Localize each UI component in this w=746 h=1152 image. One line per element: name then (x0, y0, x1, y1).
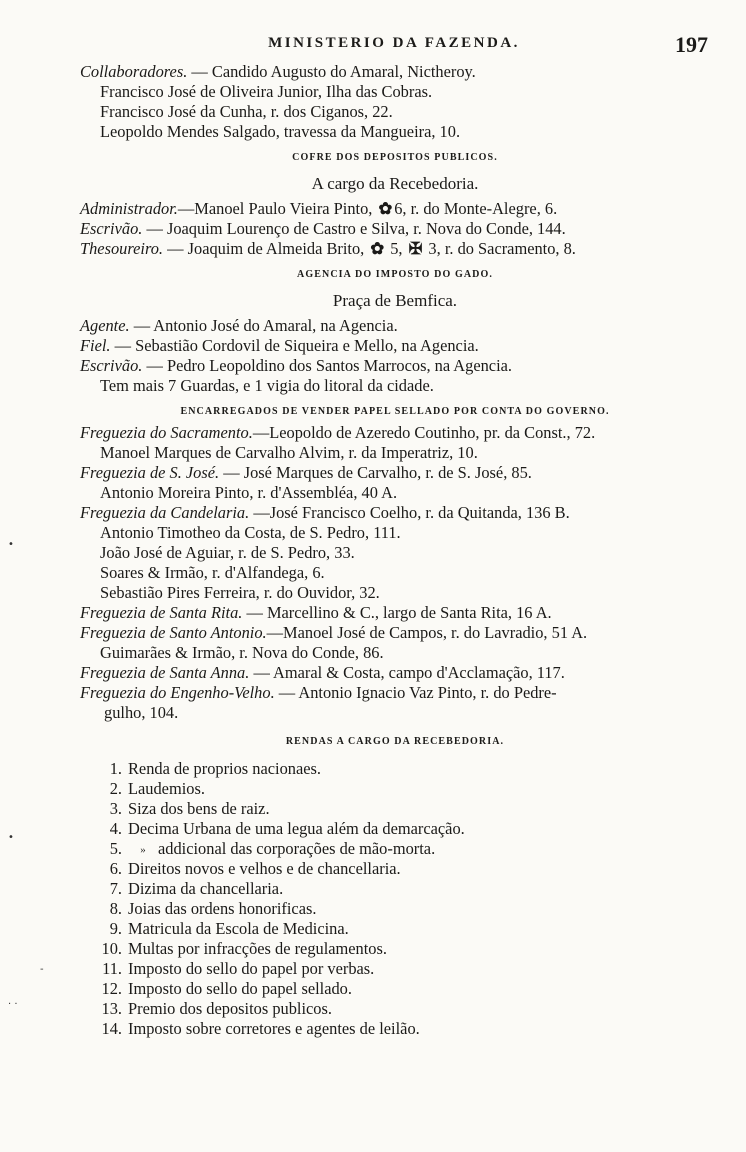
vendor-line: Sebastião Pires Ferreira, r. do Ouvidor, 32. (100, 583, 380, 602)
list-item (80, 839, 710, 859)
section-heading-cofre: COFRE DOS DEPOSITOS PUBLICOS. (292, 152, 498, 163)
administrador-entry (80, 199, 710, 219)
agencia-note: Tem mais 7 Guardas, e 1 vigia do litoral da cidade. (100, 376, 434, 395)
margin-speck: • (8, 539, 14, 550)
item-text: Decima Urbana de uma legua além da demarcação. (128, 819, 465, 838)
item-text: Siza dos bens de raiz. (128, 799, 270, 818)
item-number: 3. (109, 799, 122, 818)
escrivao-agencia-entry (80, 356, 710, 376)
collaboradores-entry (80, 62, 710, 82)
freguezia-entry (80, 463, 710, 483)
entry-text: — Joaquim de Almeida Brito, (163, 239, 369, 258)
rose-order-icon: ✿ (370, 239, 385, 258)
freguezia-entry (80, 423, 710, 443)
freguezia-entry (80, 663, 710, 683)
list-item (80, 899, 710, 919)
parish-label: Freguezia de Santa Anna. (80, 663, 250, 682)
entry-text: 5, (386, 239, 407, 258)
parish-label: Freguezia de Santo Antonio. (80, 623, 267, 642)
collaborator-line: Leopoldo Mendes Salgado, travessa da Mangueira, 10. (100, 122, 461, 141)
agente-entry (80, 316, 710, 336)
role-label: Fiel. (80, 336, 111, 355)
item-text: Joias das ordens honorificas. (128, 899, 317, 918)
entry-text: — Antonio Ignacio Vaz Pinto, r. do Pedre- (274, 683, 557, 702)
margin-speck: · · (8, 999, 18, 1010)
item-number: 14. (101, 1019, 122, 1038)
parish-label: Freguezia de S. José. (80, 463, 220, 482)
entry-text: —Manoel José de Campos, r. do Lavradio, 51 A. (266, 623, 588, 642)
parish-label: Freguezia de Santa Rita. (80, 603, 243, 622)
margin-speck: - (40, 964, 44, 975)
vendor-line: Guimarães & Irmão, r. Nova do Conde, 86. (100, 643, 384, 662)
item-text: Imposto do sello do papel sellado. (128, 979, 352, 998)
entry-text: — Marcellino & C., largo de Santa Rita, 16 A. (242, 603, 552, 622)
vendor-line: Antonio Moreira Pinto, r. d'Assembléa, 40 A. (100, 483, 398, 502)
section-heading-agencia: AGENCIA DO IMPOSTO DO GADO. (297, 269, 493, 280)
item-number: 7. (109, 879, 122, 898)
item-number: 4. (109, 819, 122, 838)
item-text: Imposto sobre corretores e agentes de leilão. (128, 1019, 420, 1038)
list-item (80, 799, 710, 819)
list-item (80, 779, 710, 799)
escrivao-entry (80, 219, 710, 239)
list-item (80, 999, 710, 1019)
running-title: MINISTERIO DA FAZENDA. (268, 35, 520, 51)
page-header (80, 30, 708, 64)
freguezia-entry (80, 603, 710, 623)
thesoureiro-entry (80, 239, 710, 259)
rose-order-icon: ✿ (378, 199, 393, 218)
item-number: 13. (101, 999, 122, 1018)
freguezia-entry (80, 683, 710, 703)
collaborator-line: Francisco José da Cunha, r. dos Ciganos, 22. (100, 102, 393, 121)
item-number: 5. (109, 839, 122, 858)
item-number: 8. (109, 899, 122, 918)
cross-order-icon: ✠ (408, 239, 423, 258)
item-text: addicional das corporações de mão-morta. (158, 839, 436, 858)
entry-text: — Amaral & Costa, campo d'Acclamação, 117. (249, 663, 565, 682)
item-number: 2. (109, 779, 122, 798)
item-number: 11. (102, 959, 122, 978)
list-item (80, 759, 710, 779)
collaborator-line: Francisco José de Oliveira Junior, Ilha das Cobras. (100, 82, 433, 101)
item-text: Direitos novos e velhos e de chancellaria. (128, 859, 401, 878)
item-number: 12. (101, 979, 122, 998)
fiel-entry (80, 336, 710, 356)
item-text: Dizima da chancellaria. (128, 879, 284, 898)
section-subheading-agencia: Praça de Bemfica. (332, 291, 458, 310)
vendor-line: Manoel Marques de Carvalho Alvim, r. da Imperatriz, 10. (100, 443, 478, 462)
freguezia-entry (80, 503, 710, 523)
item-text: Matricula da Escola de Medicina. (128, 919, 349, 938)
item-text: Laudemios. (128, 779, 205, 798)
role-label: Collaboradores. (80, 62, 188, 81)
vendor-line: João José de Aguiar, r. de S. Pedro, 33. (100, 543, 355, 562)
entry-text: 3, r. do Sacramento, 8. (424, 239, 576, 258)
page-content (80, 62, 710, 1039)
ditto-mark: » (140, 844, 146, 857)
entry-text: — Candido Augusto do Amaral, Nictheroy. (187, 62, 476, 81)
list-item (80, 1019, 710, 1039)
role-label: Administrador. (80, 199, 178, 218)
entry-text: — Sebastião Cordovil de Siqueira e Mello, na Agencia. (110, 336, 479, 355)
entry-text: 6, r. do Monte-Alegre, 6. (394, 199, 558, 218)
section-heading-rendas: RENDAS A CARGO DA RECEBEDORIA. (285, 736, 505, 747)
entry-text: — Antonio José do Amaral, na Agencia. (129, 316, 398, 335)
item-text: Renda de proprios nacionaes. (128, 759, 321, 778)
item-number: 9. (109, 919, 122, 938)
list-item (80, 859, 710, 879)
role-label: Thesoureiro. (80, 239, 164, 258)
list-item (80, 979, 710, 999)
parish-label: Freguezia do Sacramento. (80, 423, 253, 442)
entry-text: —Manoel Paulo Vieira Pinto, (177, 199, 377, 218)
list-item (80, 919, 710, 939)
item-number: 1. (109, 759, 122, 778)
item-number: 6. (109, 859, 122, 878)
item-number: 10. (101, 939, 122, 958)
item-text: Premio dos depositos publicos. (128, 999, 332, 1018)
vendor-line: Soares & Irmão, r. d'Alfandega, 6. (100, 563, 325, 582)
section-subheading-cofre: A cargo da Recebedoria. (311, 174, 479, 193)
rendas-list (80, 759, 710, 1039)
vendor-line: Antonio Timotheo da Costa, de S. Pedro, 111. (100, 523, 401, 542)
entry-text: —Leopoldo de Azeredo Coutinho, pr. da Const., 72. (252, 423, 596, 442)
parish-label: Freguezia do Engenho-Velho. (80, 683, 275, 702)
page-number: 197 (675, 32, 708, 57)
section-heading-encarregados: ENCARREGADOS DE VENDER PAPEL SELLADO POR CONTA DO GOVERNO. (180, 406, 610, 417)
entry-text: — José Marques de Carvalho, r. de S. José, 85. (219, 463, 532, 482)
item-text: Multas por infracções de regulamentos. (128, 939, 387, 958)
item-text: Imposto do sello do papel por verbas. (128, 959, 375, 978)
margin-speck: • (8, 832, 14, 843)
entry-text: —José Francisco Coelho, r. da Quitanda, 136 B. (249, 503, 570, 522)
role-label: Escrivão. (80, 356, 143, 375)
list-item (80, 959, 710, 979)
role-label: Agente. (80, 316, 130, 335)
entry-text: — Joaquim Lourenço de Castro e Silva, r. Nova do Conde, 144. (142, 219, 566, 238)
role-label: Escrivão. (80, 219, 143, 238)
list-item (80, 819, 710, 839)
vendor-line: gulho, 104. (104, 703, 179, 722)
entry-text: — Pedro Leopoldino dos Santos Marrocos, na Agencia. (142, 356, 513, 375)
list-item (80, 879, 710, 899)
parish-label: Freguezia da Candelaria. (80, 503, 250, 522)
list-item (80, 939, 710, 959)
freguezia-entry (80, 623, 710, 643)
